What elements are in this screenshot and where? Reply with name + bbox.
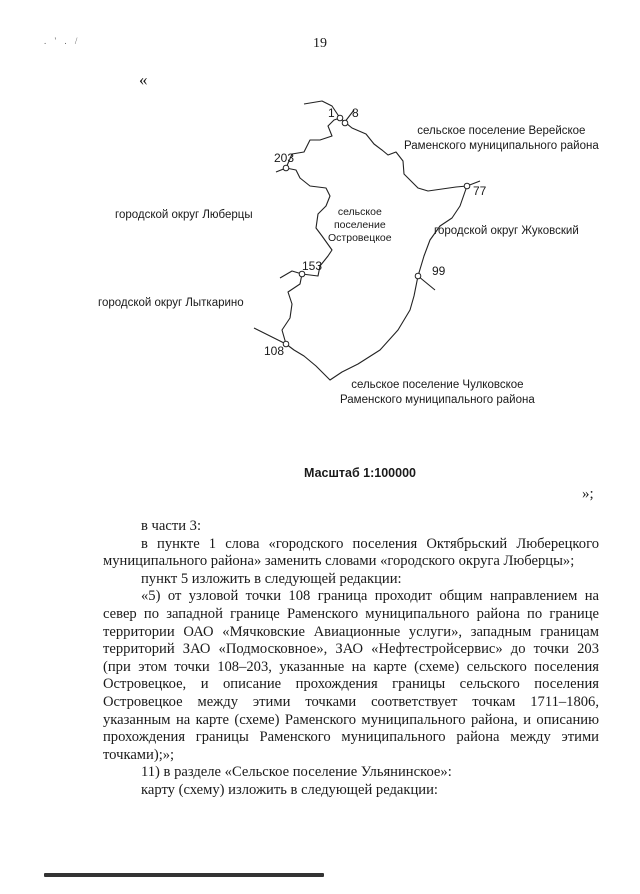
boundary-extension-108 bbox=[254, 328, 286, 344]
body-text bbox=[103, 518, 599, 800]
paragraph: 11) в разделе «Сельское поселение Ульянинское»: bbox=[141, 764, 452, 781]
point-label: 77 bbox=[473, 184, 487, 198]
node-marker bbox=[415, 273, 421, 279]
boundary-extension-99 bbox=[418, 276, 435, 290]
point-label: 108 bbox=[264, 344, 285, 358]
closing-quote: »; bbox=[582, 486, 594, 502]
label-lyubertsy: городской округ Люберцы bbox=[115, 209, 253, 221]
node-marker bbox=[342, 120, 348, 126]
paragraph: в части 3: bbox=[141, 518, 202, 534]
point-label: 203 bbox=[274, 151, 295, 165]
point-label: 153 bbox=[302, 259, 323, 273]
label-zhukovsky: городской округ Жуковский bbox=[434, 225, 579, 237]
point-label: 1 bbox=[328, 106, 335, 120]
opening-quote: « bbox=[139, 70, 148, 89]
point-label: 99 bbox=[432, 264, 446, 278]
paragraph: в пункте 1 слова «городского поселения Октябрьский Люберецкого муниципального района» заменить словами «городского округа Люберцы»; bbox=[103, 535, 599, 570]
node-marker bbox=[283, 341, 289, 347]
node-marker bbox=[283, 165, 289, 171]
scan-bottom-edge bbox=[44, 873, 324, 877]
paragraph: «5) от узловой точки 108 граница проходит общим направлением на север по западной границе Раменского муниципального района по границе территории ОАО «Мячковские Авиационные услуги», западным границам территорий ЗАО «Подмосковное», ЗАО «Нефтестройсервис» до точки 203 (при этом точки 108–203, указанные на карте (схеме) сельского поселения Островецкое, и описание прохождения границы сельского поселения Островецкое между этими точками соответствует точкам 1711–1806, указанным на карте (схеме) Раменского муниципального района, и описанию прохождения границы Раменского муниципального района между этими точками);»; bbox=[103, 588, 599, 763]
boundary-line bbox=[282, 118, 467, 380]
label-vereyskoe: сельское поселение Верейское Раменского муниципального района bbox=[404, 125, 599, 152]
boundary-extension-153 bbox=[280, 271, 302, 278]
node-marker bbox=[464, 183, 470, 189]
node-marker bbox=[337, 115, 343, 121]
point-label: 8 bbox=[352, 106, 359, 120]
label-ostrovetskoe: сельское поселение Островецкое bbox=[328, 206, 392, 244]
label-lytkarino: городской округ Лыткарино bbox=[98, 297, 244, 309]
page-number: 19 bbox=[313, 36, 327, 51]
label-chulkovskoe: сельское поселение Чулковское Раменского муниципального района bbox=[340, 379, 535, 406]
paragraph: карту (схему) изложить в следующей редакции: bbox=[141, 781, 438, 798]
paragraph: пункт 5 изложить в следующей редакции: bbox=[141, 570, 402, 587]
scan-corner-marks: . ' . / bbox=[44, 36, 81, 46]
map-scale: Масштаб 1:100000 bbox=[304, 466, 416, 480]
